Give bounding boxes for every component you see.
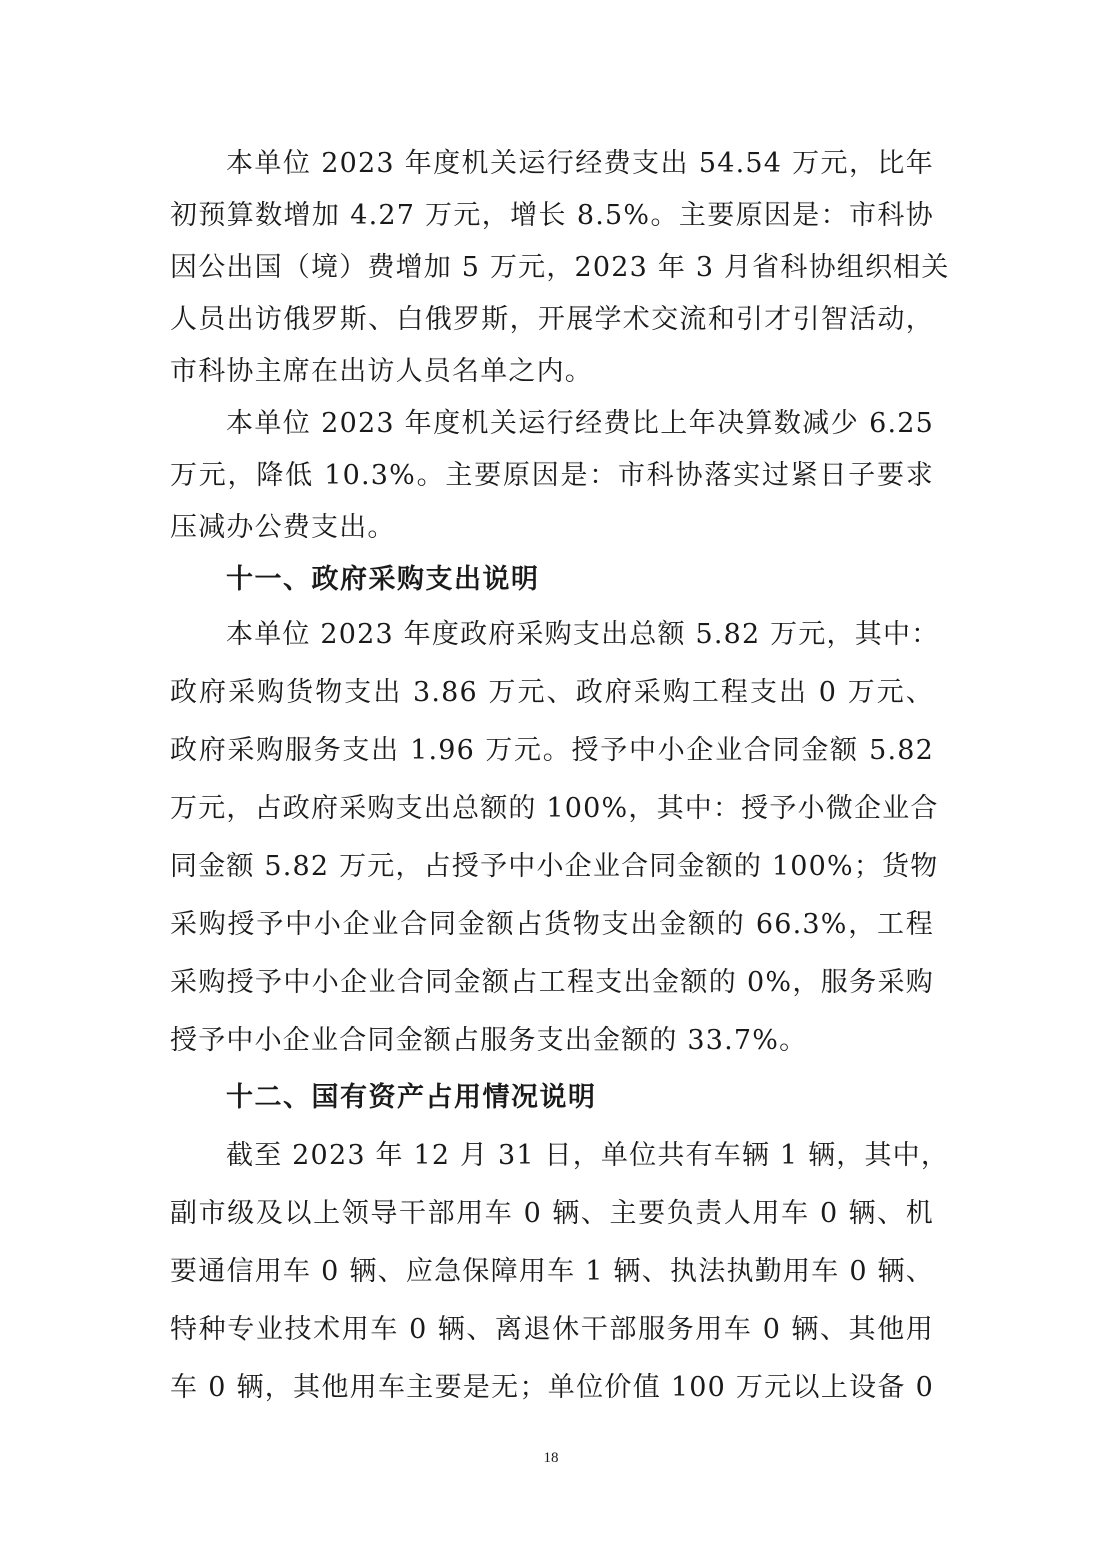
text-line: 特种专业技术用车 0 辆、离退休干部服务用车 0 辆、其他用 [170, 1314, 934, 1345]
text-line: 本单位 2023 年度机关运行经费比上年决算数减少 6.25 [226, 408, 934, 439]
text-line: 压减办公费支出。 [170, 512, 396, 543]
text-line: 政府采购货物支出 3.86 万元、政府采购工程支出 0 万元、 [170, 677, 934, 708]
text-line: 采购授予中小企业合同金额占工程支出金额的 0%，服务采购 [170, 967, 934, 998]
text-line: 本单位 2023 年度机关运行经费支出 54.54 万元，比年 [226, 148, 934, 179]
text-line: 要通信用车 0 辆、应急保障用车 1 辆、执法执勤用车 0 辆、 [170, 1256, 934, 1287]
text-line: 人员出访俄罗斯、白俄罗斯，开展学术交流和引才引智活动， [170, 304, 934, 335]
text-line: 政府采购服务支出 1.96 万元。授予中小企业合同金额 5.82 [170, 735, 934, 766]
section-heading-state-assets: 十二、国有资产占用情况说明 [226, 1082, 597, 1113]
text-line: 副市级及以上领导干部用车 0 辆、主要负责人用车 0 辆、机 [170, 1198, 934, 1229]
text-line: 截至 2023 年 12 月 31 日，单位共有车辆 1 辆，其中， [226, 1140, 950, 1171]
text-line: 本单位 2023 年度政府采购支出总额 5.82 万元，其中： [226, 619, 940, 650]
text-line: 授予中小企业合同金额占服务支出金额的 33.7%。 [170, 1025, 808, 1056]
text-line: 万元，降低 10.3%。主要原因是：市科协落实过紧日子要求 [170, 460, 934, 491]
text-line: 因公出国（境）费增加 5 万元，2023 年 3 月省科协组织相关 [170, 252, 950, 283]
section-heading-procurement: 十一、政府采购支出说明 [226, 564, 540, 595]
page-number: 18 [543, 1450, 559, 1466]
text-line: 同金额 5.82 万元，占授予中小企业合同金额的 100%；货物 [170, 851, 939, 882]
text-line: 万元，占政府采购支出总额的 100%，其中：授予小微企业合 [170, 793, 939, 824]
text-line: 采购授予中小企业合同金额占货物支出金额的 66.3%，工程 [170, 909, 934, 940]
text-line: 初预算数增加 4.27 万元，增长 8.5%。主要原因是：市科协 [170, 200, 934, 231]
text-line: 市科协主席在出访人员名单之内。 [170, 356, 593, 387]
text-line: 车 0 辆，其他用车主要是无；单位价值 100 万元以上设备 0 [170, 1372, 934, 1403]
